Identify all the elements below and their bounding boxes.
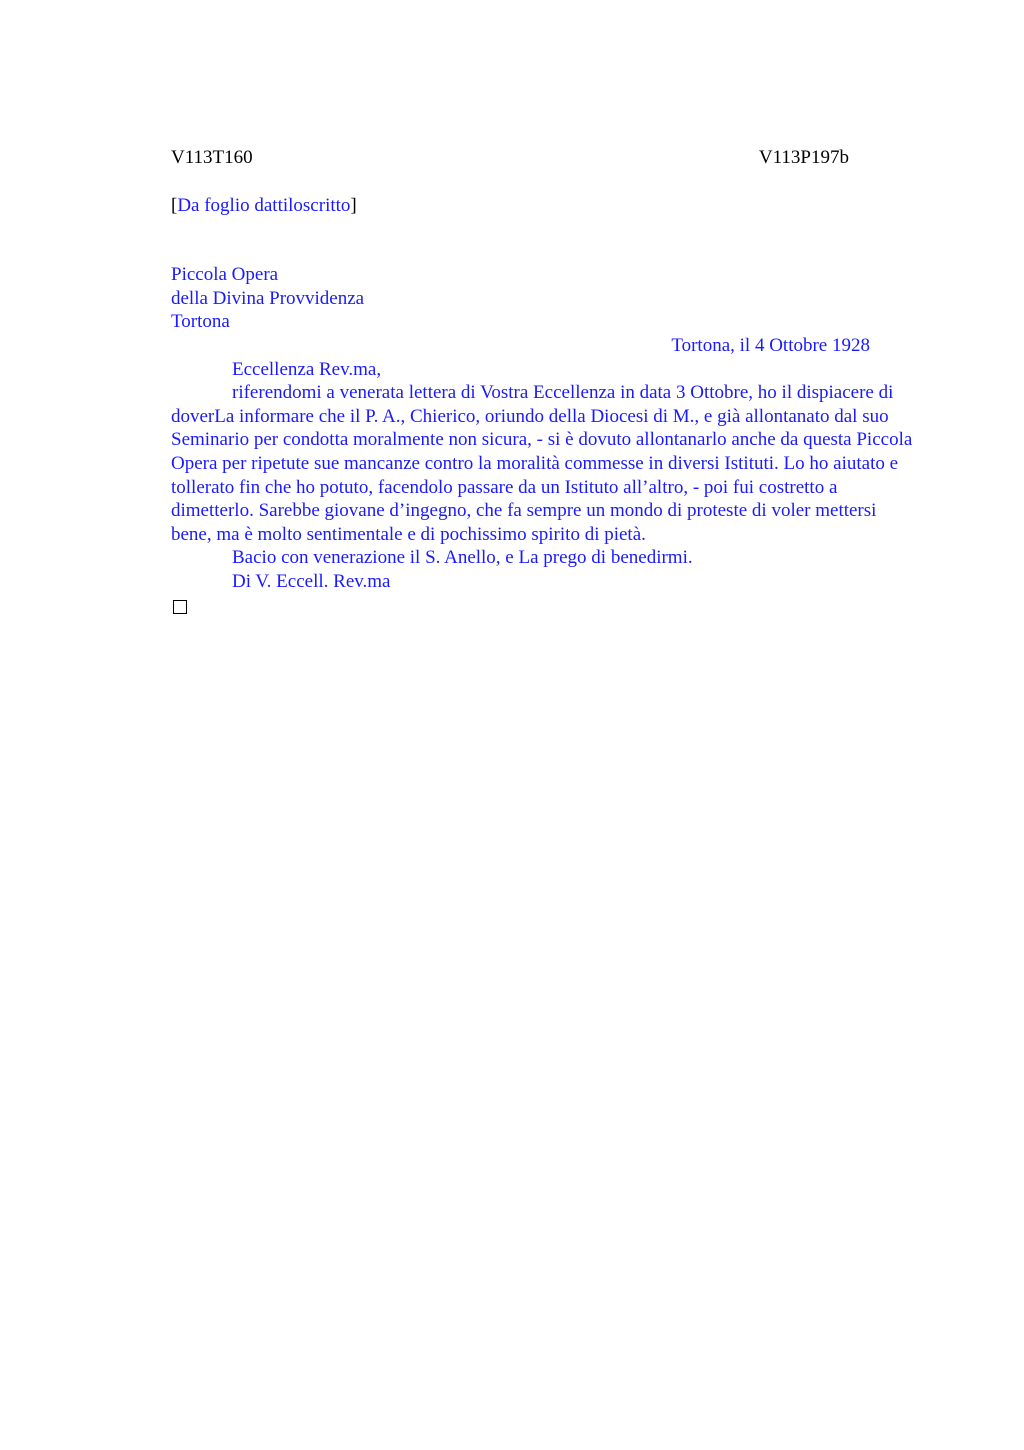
right-code: V113P197b xyxy=(758,147,849,168)
letter-date: Tortona, il 4 Ottobre 1928 xyxy=(671,334,870,356)
address-line-2: della Divina Provvidenza xyxy=(171,287,365,309)
note-close-bracket: ] xyxy=(350,194,357,216)
left-code: V113T160 xyxy=(171,147,253,168)
letter-salutation: Eccellenza Rev.ma, xyxy=(232,358,382,380)
letter-closing: Bacio con venerazione il S. Anello, e La prego di benedirmi. xyxy=(232,547,693,569)
letterhead-address xyxy=(171,263,913,334)
note-text: Da foglio dattiloscritto xyxy=(177,194,351,216)
document-page xyxy=(171,146,913,620)
source-note xyxy=(171,194,913,218)
address-line-1: Piccola Opera xyxy=(171,264,279,286)
end-marker-box-icon xyxy=(173,600,187,614)
note-open-bracket: [ xyxy=(171,194,178,216)
document-header xyxy=(171,146,849,170)
address-line-3: Tortona xyxy=(171,311,230,333)
letter-body: riferendomi a venerata lettera di Vostra Eccellenza in data 3 Ottobre, ho il dispiacere di doverLa informare che il P. A., Chierico, oriundo della Diocesi di M., e già allontanato dal suo Seminario per condotta moralmente non sicura, - si è dovuto allontanarlo anche da questa Piccola Opera per ripetute sue mancanze contro la moralità commesse in diversi Istituti. Lo ho aiutato e tollerato fin che ho potuto, facendolo passare da un Istituto all’altro, - poi fui costretto a dimetterlo. Sarebbe giovane d’ingegno, che fa sempre un mondo di proteste di voler mettersi bene, ma è molto sentimentale e di pochissimo spirito di pietà. xyxy=(171,382,913,545)
letter-signoff: Di V. Eccell. Rev.ma xyxy=(232,570,391,592)
